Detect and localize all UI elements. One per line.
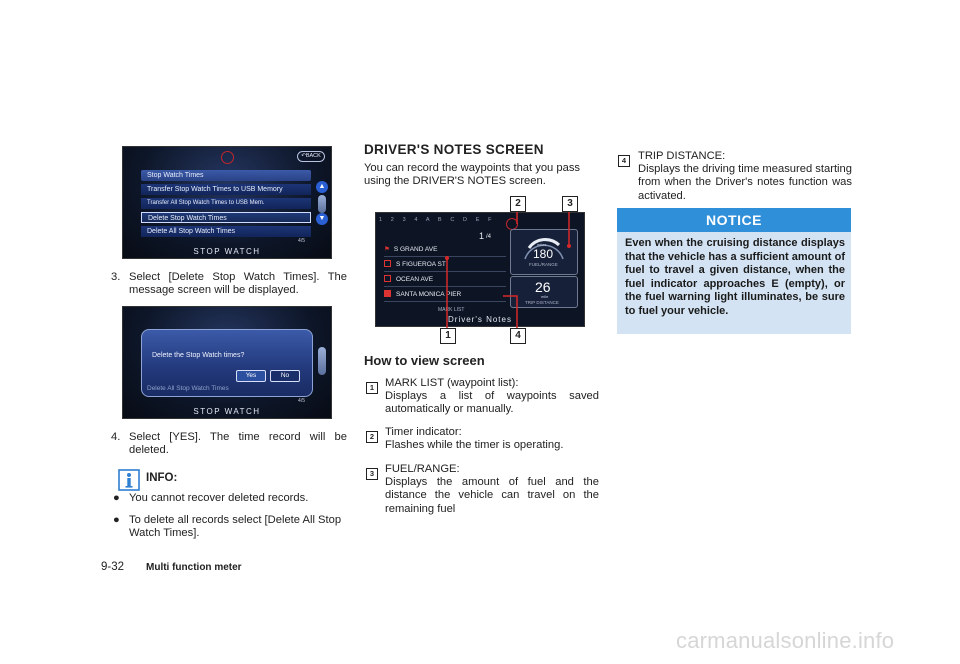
item-3-desc: Displays the amount of fuel and the distance the vehicle can travel on the remaining fuel	[385, 476, 599, 515]
item-2-marker	[366, 426, 378, 444]
item-2-title: Timer indicator:	[385, 426, 462, 438]
notice-box	[617, 208, 851, 334]
item-1-desc: Displays a list of waypoints saved automatically or manually.	[385, 390, 599, 416]
waypoint-label: OCEAN AVE	[396, 276, 434, 283]
item-1-marker	[366, 377, 378, 395]
stop-watch-menu	[141, 170, 311, 238]
drivers-notes-intro: You can record the waypoints that you pass using the DRIVER'S NOTES screen.	[364, 162, 581, 188]
back-arrow-icon: ↶	[301, 153, 306, 159]
fuel-range-label: FUEL/RANGE	[529, 262, 558, 267]
how-to-heading: How to view screen	[364, 353, 485, 368]
menu-item-transfer-all[interactable]: Transfer All Stop Watch Times to USB Mem.	[141, 198, 311, 209]
info-heading: INFO:	[146, 472, 178, 484]
menu-item-delete-all[interactable]: Delete All Stop Watch Times	[141, 226, 311, 237]
item-number: 4	[618, 155, 630, 167]
range-value: 180	[533, 247, 554, 261]
back-button[interactable]	[297, 151, 325, 162]
callout-2: 2	[510, 196, 526, 212]
item-number: 1	[366, 382, 378, 394]
item-3-marker	[366, 463, 378, 481]
timer-indicator-icon	[221, 151, 234, 164]
mark-list-label: MARK LIST	[438, 307, 465, 313]
callout-3: 3	[562, 196, 578, 212]
callout-leaders	[375, 196, 585, 346]
watermark: carmanualsonline.info	[676, 628, 895, 653]
item-4-desc: Displays the driving time measured starting from when the Driver's notes function was activated.	[638, 163, 852, 202]
screen-footer: STOP WATCH	[193, 407, 261, 416]
waypoint-label: SANTA MONICA PIER	[396, 291, 462, 298]
item-3-title: FUEL/RANGE:	[385, 463, 460, 475]
dimmed-menu-item: Delete All Stop Watch Times	[147, 385, 229, 392]
no-button[interactable]: No	[270, 370, 300, 382]
stop-watch-screen	[122, 146, 332, 259]
notice-text: Even when the cruising distance displays that the vehicle has a sufficient amount of fuel to travel a given distance, when the fuel indicator approaches E (empty), or the fuel warning light illuminates, be sure to fuel your vehicle.	[625, 237, 845, 317]
trip-unit: mile	[541, 294, 549, 299]
item-4-title: TRIP DISTANCE:	[638, 150, 726, 162]
bullet-dot: ●	[113, 514, 120, 526]
item-4-marker	[618, 150, 630, 168]
trip-label: TRIP DISTANCE	[525, 300, 559, 305]
item-number: 2	[366, 431, 378, 443]
back-label: BACK	[305, 153, 321, 159]
range-unit: miles	[537, 242, 547, 247]
step-4-number: 4.	[111, 431, 121, 443]
flag-icon: ⚑	[384, 246, 390, 253]
mark-letters: 1 2 3 4 A B C D E F	[379, 217, 496, 223]
item-number: 3	[366, 468, 378, 480]
item-1-title: MARK LIST (waypoint list):	[385, 377, 519, 389]
info-bullet-1: You cannot recover deleted records.	[129, 492, 309, 504]
scrollbar	[318, 347, 326, 375]
page-indicator: 4/5	[298, 238, 305, 244]
notice-heading: NOTICE	[617, 208, 851, 232]
item-2-desc: Flashes while the timer is operating.	[385, 439, 564, 451]
menu-item-transfer[interactable]: Transfer Stop Watch Times to USB Memory	[141, 184, 311, 195]
scroll-down-button[interactable]: ▼	[316, 213, 328, 225]
scroll-up-button[interactable]: ▲	[316, 181, 328, 193]
drivers-notes-heading: DRIVER'S NOTES SCREEN	[364, 142, 544, 157]
waypoint-label: S GRAND AVE	[393, 246, 438, 253]
waypoint-label: S FIGUEROA ST	[396, 261, 446, 268]
info-icon	[118, 469, 140, 491]
step-4-text: Select [YES]. The time record will be deleted.	[129, 431, 347, 457]
screen-footer: Driver's Notes	[448, 315, 512, 324]
delete-confirm-screen	[122, 306, 332, 419]
trip-value: 26	[535, 279, 551, 295]
screen-footer: STOP WATCH	[193, 247, 261, 256]
page-number: 9-32	[101, 561, 125, 573]
page-total: /4	[486, 234, 492, 240]
dialog-question: Delete the Stop Watch times?	[152, 352, 245, 359]
menu-item-delete[interactable]: Delete Stop Watch Times	[141, 212, 311, 223]
step-3-text: Select [Delete Stop Watch Times]. The message screen will be displayed.	[129, 271, 347, 297]
callout-4: 4	[510, 328, 526, 344]
section-title: Multi function meter	[146, 562, 242, 573]
page-current: 1	[479, 231, 485, 241]
bullet-dot: ●	[113, 492, 120, 504]
scrollbar[interactable]	[318, 195, 326, 213]
page-indicator: 4/5	[298, 398, 305, 404]
info-bullet-2: To delete all records select [Delete All Stop Watch Times].	[129, 514, 342, 540]
menu-title: Stop Watch Times	[141, 170, 311, 181]
step-3-number: 3.	[111, 271, 121, 283]
yes-button[interactable]: Yes	[236, 370, 266, 382]
callout-1: 1	[440, 328, 456, 344]
